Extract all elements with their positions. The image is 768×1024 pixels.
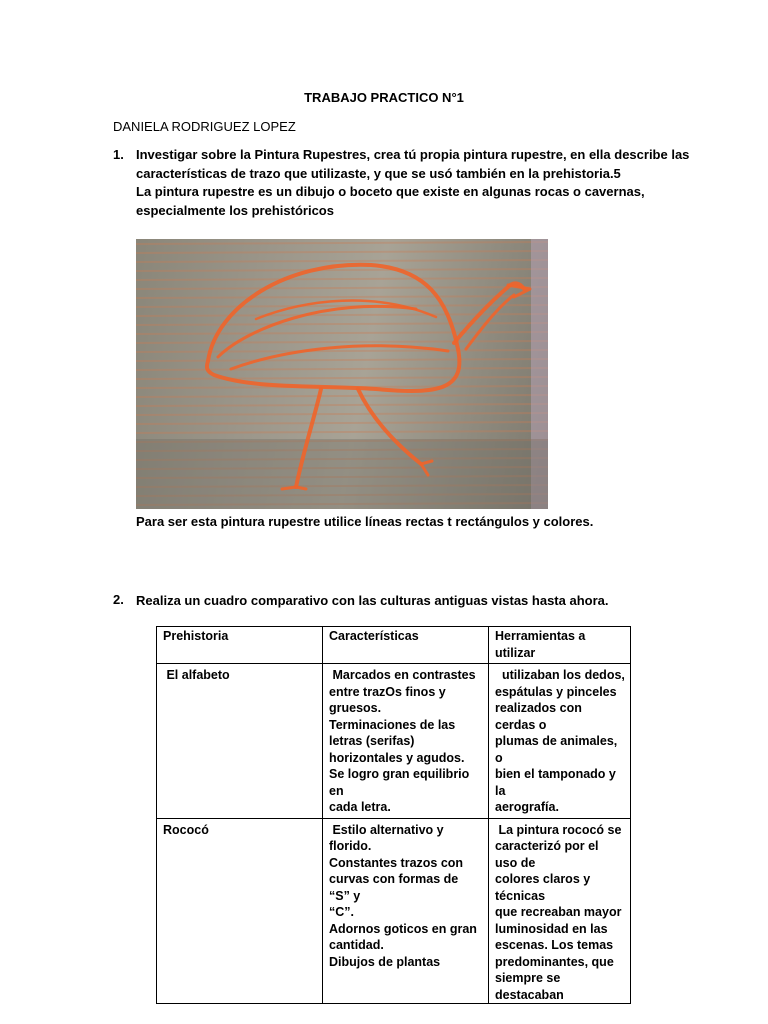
features-line: Dibujos de plantas: [329, 954, 441, 969]
question-1-line: características de trazo que utilizaste, y que se usó también en la prehistoria.5: [136, 165, 621, 181]
features-line: Adornos goticos en gran: [329, 921, 477, 936]
tools-line: espátulas y pinceles: [495, 684, 617, 699]
tools-line: colores claros y técnicas: [495, 872, 591, 903]
comparison-table: [156, 626, 631, 1004]
features-line: entre trazOs finos y: [329, 684, 446, 699]
features-line: letras (serifas): [329, 734, 415, 748]
tools-line: bien el tamponado y la: [495, 767, 616, 798]
features-cell: [323, 664, 489, 819]
table-row: [157, 664, 631, 819]
culture-name-text: Rococó: [163, 822, 209, 837]
tools-line: caracterizó por el uso de: [495, 839, 599, 870]
author-name: DANIELA RODRIGUEZ LOPEZ: [113, 119, 296, 134]
culture-name: [157, 818, 323, 1004]
table-header-row: [157, 627, 631, 664]
question-1-number: 1.: [113, 147, 124, 162]
tools-line: La pintura rococó se: [495, 822, 622, 837]
question-1-line: La pintura rupestre es un dibujo o boceto que existe en algunas rocas o cavernas,: [136, 184, 645, 199]
column-header: Características: [323, 627, 489, 664]
tools-line: siempre se destacaban: [495, 971, 564, 1002]
question-1-text: [136, 146, 696, 220]
tools-line: predominantes, que: [495, 954, 614, 969]
features-line: Constantes trazos con: [329, 855, 464, 870]
question-1-line: especialmente los prehistóricos: [136, 202, 334, 218]
features-line: horizontales y agudos.: [329, 750, 465, 765]
features-line: curvas con formas de “S” y: [329, 872, 459, 903]
emu-drawing: [136, 239, 548, 509]
features-line: “C”.: [329, 905, 354, 919]
document-title: TRABAJO PRACTICO N°1: [304, 90, 464, 105]
tools-line: aerografía.: [495, 800, 559, 814]
painting-caption: Para ser esta pintura rupestre utilice líneas rectas t rectángulos y colores.: [136, 514, 594, 529]
features-line: Marcados en contrastes: [329, 668, 476, 682]
tools-line: realizados con cerdas o: [495, 701, 582, 732]
column-header: Herramientas a utilizar: [489, 627, 631, 664]
culture-name-text: El alfabeto: [163, 668, 230, 682]
question-2-number: 2.: [113, 592, 124, 607]
features-cell: [323, 818, 489, 1004]
tools-line: plumas de animales, o: [495, 734, 618, 765]
tools-line: utilizaban los dedos,: [495, 668, 625, 682]
tools-line: que recreaban mayor: [495, 905, 622, 919]
column-header: Prehistoria: [157, 627, 323, 664]
tools-line: luminosidad en las: [495, 921, 608, 936]
tools-line: escenas. Los temas: [495, 938, 614, 952]
features-line: gruesos.: [329, 701, 382, 715]
tools-cell: [489, 818, 631, 1004]
features-line: Se logro gran equilibrio en: [329, 767, 470, 798]
table-row: [157, 818, 631, 1004]
tools-cell: [489, 664, 631, 819]
features-line: Terminaciones de las: [329, 717, 456, 732]
cave-painting-photo: [136, 239, 548, 509]
features-line: cantidad.: [329, 938, 384, 952]
culture-name: [157, 664, 323, 819]
question-1-line: Investigar sobre la Pintura Rupestres, crea tú propia pintura rupestre, en ella describe las: [136, 147, 690, 162]
features-line: Estilo alternativo y: [329, 822, 444, 837]
features-line: cada letra.: [329, 800, 391, 814]
question-2-text: Realiza un cuadro comparativo con las culturas antiguas vistas hasta ahora.: [136, 593, 609, 608]
features-line: florido.: [329, 839, 372, 853]
